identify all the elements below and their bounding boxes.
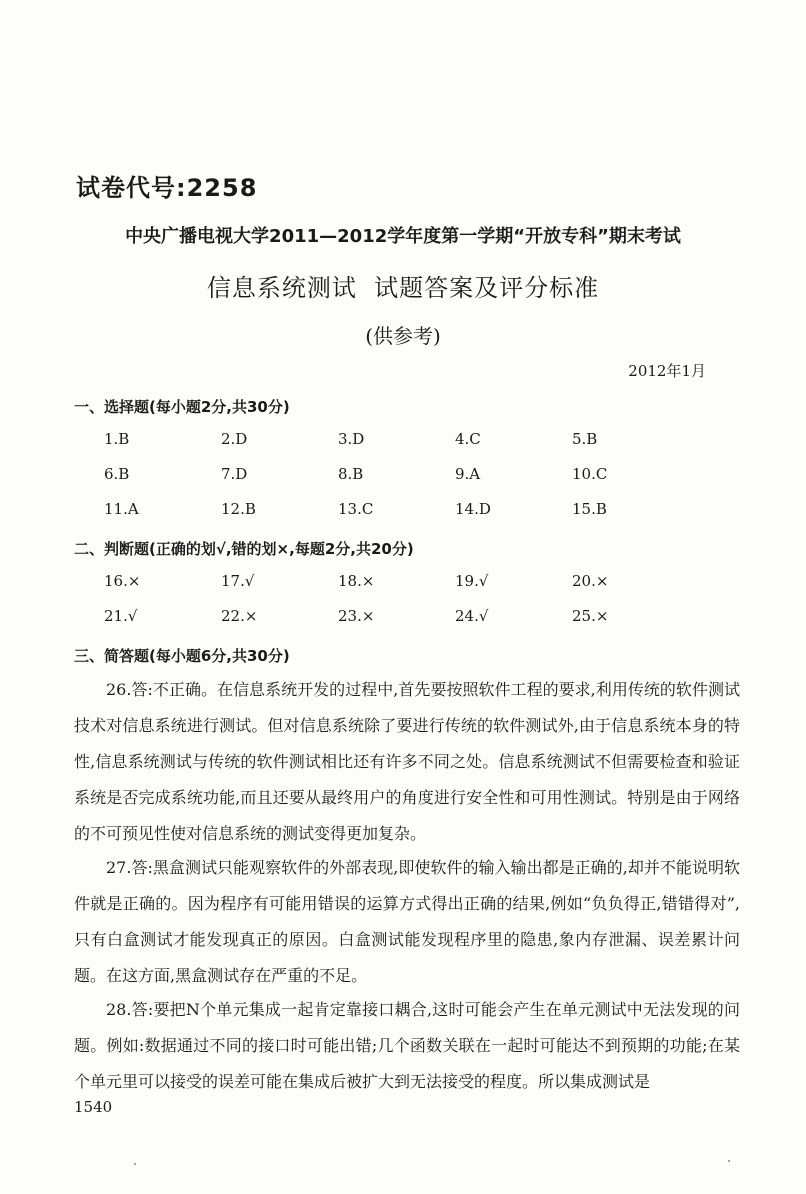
answer-item: 3.D [338,430,365,448]
answer-item: 16.× [104,572,141,590]
answer-item: 5.B [572,430,598,448]
answer-item: 12.B [221,500,256,518]
answer-item: 1.B [104,430,130,448]
paper-code: 试卷代号:2258 [76,174,258,202]
answer-item: 22.× [221,607,258,625]
answer-item: 15.B [572,500,607,518]
answer-item: 20.× [572,572,609,590]
section2-answers [104,564,704,634]
answer-paragraph-27: 27.答:黑盒测试只能观察软件的外部表现,即使软件的输入输出都是正确的,却并不能说明软件就是正确的。因为程序有可能用错误的运算方式得出正确的结果,例如“负负得正,错错得对”,只有白盒测试才能发现真正的原因。白盒测试能发现程序里的隐患,象内存泄漏、误差累计问题。在这方面,黑盒测试存在严重的不足。 [74,858,740,985]
answer-item: 8.B [338,465,364,483]
answer-item: 23.× [338,607,375,625]
answer-item: 19.√ [455,572,489,590]
answer-item: 21.√ [104,607,138,625]
answer-item: 18.× [338,572,375,590]
document-title: 信息系统测试 试题答案及评分标准 [206,274,600,302]
answer-item: 2.D [221,430,248,448]
section1-heading: 一、选择题(每小题2分,共30分) [74,398,290,416]
answer-item: 24.√ [455,607,489,625]
exam-heading: 中央广播电视大学2011—2012学年度第一学期“开放专科”期末考试 [125,226,681,247]
answer-item: 9.A [455,465,481,483]
answer-item: 4.C [455,430,481,448]
answer-paragraph-28: 28.答:要把N个单元集成一起肯定靠接口耦合,这时可能会产生在单元测试中无法发现的问题。例如:数据通过不同的接口时可能出错;几个函数关联在一起时可能达不到预期的功能;在某个单元里可以接受的误差可能在集成后被扩大到无法接受的程度。所以集成测试是 [74,1000,740,1091]
section3-heading: 三、简答题(每小题6分,共30分) [74,647,290,665]
for-reference-note: (供参考) [365,324,441,348]
answer-item: 6.B [104,465,130,483]
answer-item: 17.√ [221,572,255,590]
scan-speck [728,1160,730,1162]
section1-answers [104,422,704,527]
scan-speck [134,1163,136,1165]
answer-item: 25.× [572,607,609,625]
section2-heading: 二、判断题(正确的划√,错的划×,每题2分,共20分) [74,540,414,558]
document-date: 2012年1月 [628,362,706,380]
answer-item: 14.D [455,500,491,518]
answer-item: 7.D [221,465,248,483]
page-number: 1540 [74,1098,113,1116]
answer-paragraph-26: 26.答:不正确。在信息系统开发的过程中,首先要按照软件工程的要求,利用传统的软件测试技术对信息系统进行测试。但对信息系统除了要进行传统的软件测试外,由于信息系统本身的特性,信息系统测试与传统的软件测试相比还有许多不同之处。信息系统测试不但需要检查和验证系统是否完成系统功能,而且还要从最终用户的角度进行安全性和可用性测试。特别是由于网络的不可预见性使对信息系统的测试变得更加复杂。 [74,680,740,843]
answer-item: 13.C [338,500,374,518]
answer-item: 10.C [572,465,608,483]
answer-item: 11.A [104,500,139,518]
